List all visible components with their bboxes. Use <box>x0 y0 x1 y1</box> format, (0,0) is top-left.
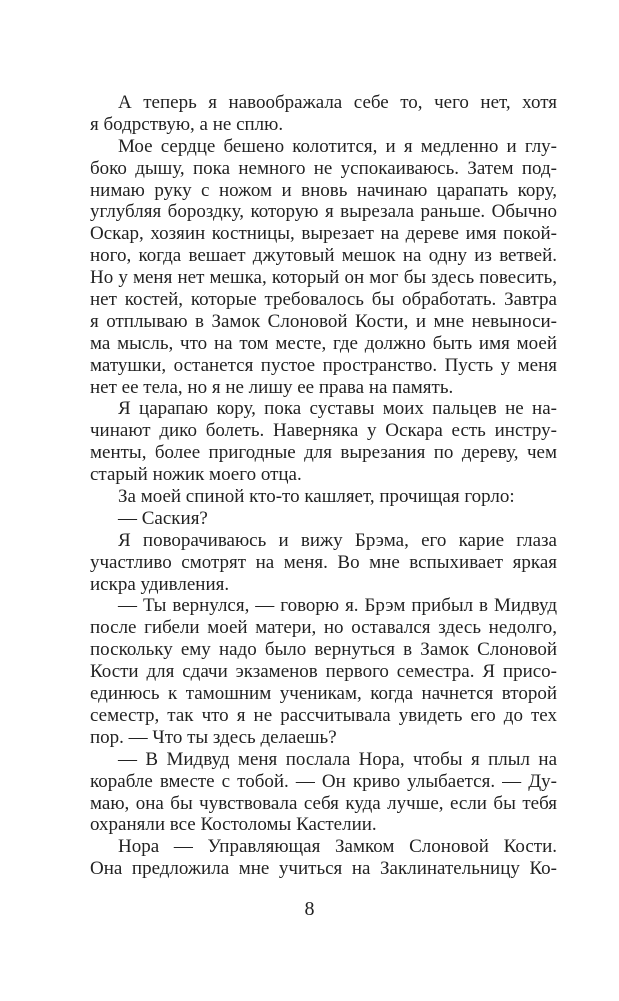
text-line: я отплываю в Замок Слоновой Кости, и мне невыноси- <box>90 310 557 332</box>
text-line: нет ее тела, но я не лишу ее права на память. <box>90 376 454 398</box>
page-body-text <box>90 92 557 880</box>
text-line: Кости для сдачи экзаменов первого семестра. Я присо- <box>90 661 557 683</box>
text-line: Я царапаю кору, пока суставы моих пальцев не на- <box>118 398 557 420</box>
text-line: нимаю руку с ножом и вновь начинаю царапать кору, <box>90 179 557 201</box>
text-line: единюсь к тамошним ученикам, когда начнется второй <box>90 683 557 705</box>
text-line: пор. — Что ты здесь делаешь? <box>90 726 337 748</box>
text-line: Оскар, хозяин костницы, вырезает на дереве имя покой- <box>90 223 557 245</box>
text-line: За моей спиной кто-то кашляет, прочищая горло: <box>118 486 515 508</box>
text-line: после гибели моей матери, но оставался здесь недолго, <box>90 617 557 639</box>
text-line: я бодрствую, а не сплю. <box>90 113 284 135</box>
page-number: 8 <box>304 898 315 920</box>
text-line: матушки, останется пустое пространство. Пусть у меня <box>90 354 557 376</box>
text-line: поскольку ему надо было вернуться в Замок Слоновой <box>90 639 557 661</box>
text-line: Нора — Управляющая Замком Слоновой Кости. <box>118 836 557 858</box>
text-line: корабле вместе с тобой. — Он криво улыбается. — Ду- <box>90 770 557 792</box>
text-line: — Саския? <box>118 507 208 529</box>
text-line: ного, когда вешает джутовый мешок на одну из ветвей. <box>90 245 557 267</box>
text-line: чинают дико болеть. Наверняка у Оскара есть инстру- <box>90 420 557 442</box>
text-line: Она предложила мне учиться на Заклинательницу Ко- <box>90 858 557 880</box>
text-line: менты, более пригодные для вырезания по дереву, чем <box>90 442 557 464</box>
text-line: ма мысль, что на том месте, где должно быть имя моей <box>90 332 557 354</box>
text-line: охраняли все Костоломы Кастелии. <box>90 814 377 836</box>
text-line: нет костей, которые требовалось бы обработать. Завтра <box>90 289 557 311</box>
text-line: — Ты вернулся, — говорю я. Брэм прибыл в Мидвуд <box>118 595 557 617</box>
text-line: Я поворачиваюсь и вижу Брэма, его карие глаза <box>118 529 557 551</box>
text-line: боко дышу, пока немного не успокаиваюсь. Затем под- <box>90 157 557 179</box>
text-line: — В Мидвуд меня послала Нора, чтобы я плыл на <box>118 748 557 770</box>
text-line: участливо смотрят на меня. Во мне вспыхивает яркая <box>90 551 557 573</box>
text-line: Мое сердце бешено колотится, и я медленно и глу- <box>118 135 557 157</box>
text-line: углубляя бороздку, которую я вырезала раньше. Обычно <box>90 201 557 223</box>
text-line: старый ножик моего отца. <box>90 464 302 486</box>
text-line: маю, она бы чувствовала себя куда лучше, если бы тебя <box>90 792 557 814</box>
text-line: Но у меня нет мешка, который он мог бы здесь повесить, <box>90 267 557 289</box>
text-line: А теперь я навоображала себе то, чего нет, хотя <box>118 92 557 113</box>
text-line: семестр, так что я не рассчитывала увидеть его до тех <box>90 704 557 726</box>
text-line: искра удивления. <box>90 573 230 595</box>
